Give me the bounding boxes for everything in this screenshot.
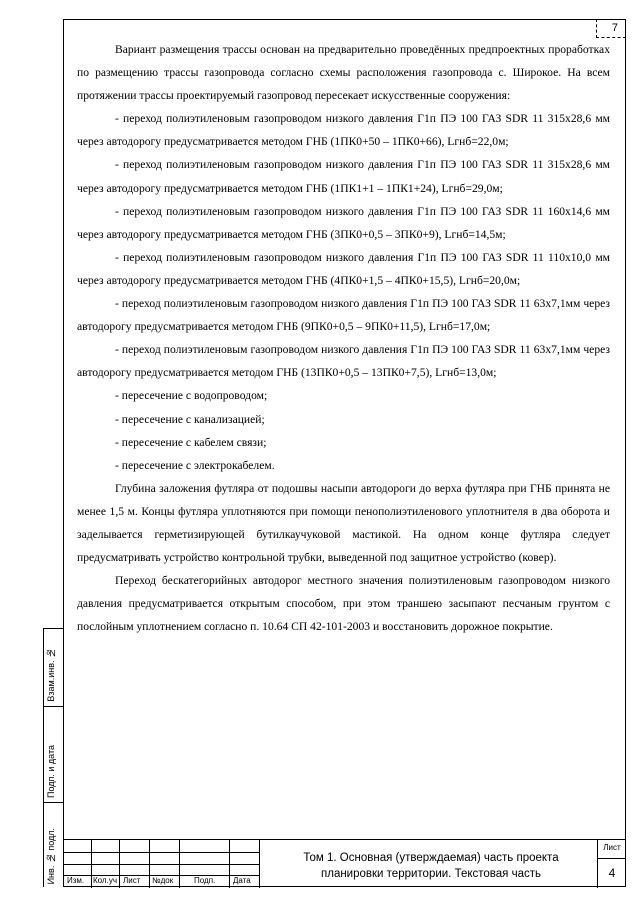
stamp-header-data: Дата <box>233 876 251 885</box>
paragraph-crossing-1: - переход полиэтиленовым газопроводом низкого давления Г1п ПЭ 100 ГАЗ SDR 11 315х28,6 мм через автодорогу предусматривается методом ГНБ (1ПК0+50 – 1ПК0+66), Lгнб=22,0м; <box>77 112 610 149</box>
paragraph-crossing-3: - переход полиэтиленовым газопроводом низкого давления Г1п ПЭ 100 ГАЗ SDR 11 160х14,6 мм через автодорогу предусматривается методом ГНБ (3ПК0+0,5 – 3ПК0+9), Lгнб=14,5м; <box>77 204 610 241</box>
paragraph-crossing-5: - переход полиэтиленовым газопроводом низкого давления Г1п ПЭ 100 ГАЗ SDR 11 63х7,1мм через автодорогу предусматривается методом ГНБ (9ПК0+0,5 – 9ПК0+11,5), Lгнб=17,0м; <box>77 297 610 334</box>
paragraph-open-crossing: Переход бескатегорийных автодорог местного значения полиэтиленовым газопроводом низкого давления предусматривается открытым способом, при этом траншею засыпают песчаным грунтом с послойным уплотнением согласно п. 10.64 СП 42-101-2003 и восстановить дорожное покрытие. <box>77 574 610 634</box>
sheet-label: Лист <box>603 843 621 852</box>
list-item-power-cable: - пересечение с электрокабелем. <box>115 458 275 472</box>
stamp-col-line-5 <box>229 840 230 888</box>
stamp-header-ndok: №док <box>152 876 174 885</box>
list-item-water: - пересечение с водопроводом; <box>115 389 268 403</box>
side-label-sign-date: Подп. и дата <box>46 744 56 798</box>
stamp-header-podp: Подп. <box>194 876 216 885</box>
stamp-header-list: Лист <box>123 876 141 885</box>
document-title: Том 1. Основная (утверждаемая) часть проекта планировки территории. Текстовая часть <box>303 852 559 880</box>
paragraph-intro: Вариант размещения трассы основан на предварительно проведённых предпроектных проработках по размещению трассы газопровода согласно схемы расположения газопровода с. Широкое. На всем протяжении трассы проектируемый газопровод пересекает искусственные сооружения: <box>77 43 610 103</box>
sheet-number: 4 <box>608 866 616 880</box>
side-label-replace-inv: Взам.инв. № <box>46 648 56 702</box>
side-cell-inv-orig <box>44 803 64 888</box>
side-label-inv-orig: Инв. № подл. <box>46 827 56 884</box>
paragraph-crossing-6: - переход полиэтиленовым газопроводом низкого давления Г1п ПЭ 100 ГАЗ SDR 11 63х7,1мм через автодорогу предусматривается методом ГНБ (13ПК0+0,5 – 13ПК0+7,5), Lгнб=13,0м; <box>77 343 610 380</box>
stamp-header-koluch: Кол.уч <box>93 876 117 885</box>
paragraph-crossing-2: - переход полиэтиленовым газопроводом низкого давления Г1п ПЭ 100 ГАЗ SDR 11 315х28,6 мм через автодорогу предусматривается методом ГНБ (1ПК1+1 – 1ПК1+24), Lгнб=29,0м; <box>77 158 610 195</box>
stamp-col-line-3 <box>149 840 150 888</box>
stamp-header-izm: Изм. <box>67 876 85 885</box>
page-number: 7 <box>596 19 626 38</box>
stamp-sheet-divider <box>597 858 626 859</box>
stamp-col-line-4 <box>179 840 180 888</box>
paragraph-casing-depth: Глубина заложения футляра от подошвы насыпи автодороги до верха футляра при ГНБ принята не менее 1,5 м. Концы футляра уплотняются при помощи пенополиэтиленового уплотнителя в два оборота и заделывается герметизирующей бутилкаучуковой мастикой. На одном конце футляра следует предусматривать устройство контрольной трубки, выведенной под защитное устройство (ковер). <box>77 481 610 565</box>
list-item-comm-cable: - пересечение с кабелем связи; <box>115 435 267 449</box>
side-stamp <box>43 628 63 887</box>
list-item-sewer: - пересечение с канализацией; <box>115 412 265 426</box>
side-cell-sign-date <box>44 707 64 803</box>
paragraph-crossing-4: - переход полиэтиленовым газопроводом низкого давления Г1п ПЭ 100 ГАЗ SDR 11 110х10,0 мм через автодорогу предусматривается методом ГНБ (4ПК0+1,5 – 4ПК0+15,5), Lгнб=20,0м; <box>77 250 610 287</box>
stamp-col-line-6 <box>259 840 260 888</box>
body-text <box>77 38 610 638</box>
stamp-col-line-2 <box>119 840 120 888</box>
title-block <box>63 839 626 887</box>
stamp-col-line-1 <box>91 840 92 888</box>
side-cell-replace-inv <box>44 629 64 707</box>
